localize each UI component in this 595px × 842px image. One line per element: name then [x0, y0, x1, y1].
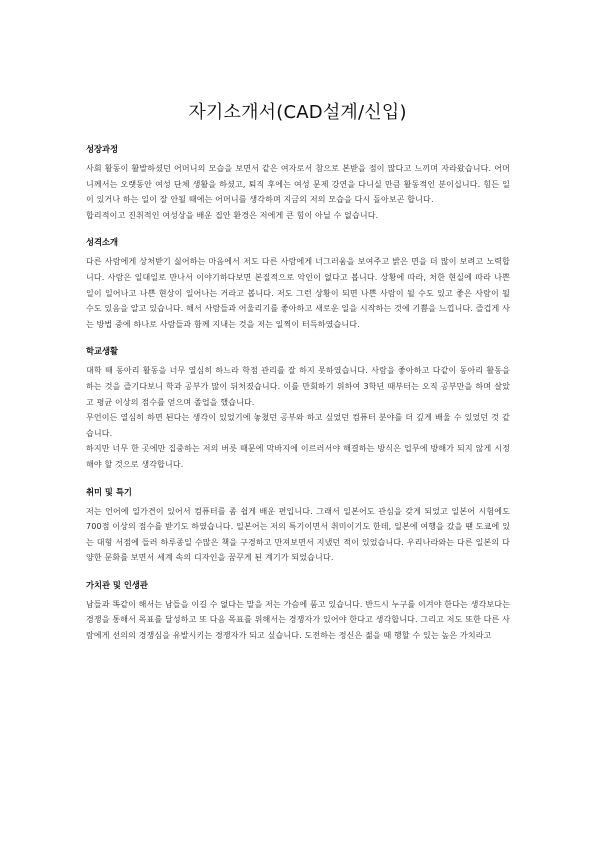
- document-body: [86, 142, 510, 656]
- section-heading: 취미 및 특기: [86, 486, 132, 497]
- paragraph: 하지만 너무 한 곳에만 집중하는 저의 버릇 때문에 막바지에 이르러서야 해결하는 방식은 업무에 방해가 되지 않게 시정해야 할 것으로 생각합니다.: [86, 444, 510, 469]
- paragraph: 대학 때 동아리 활동을 너무 열심히 하느라 학점 관리를 잘 하지 못하였습니다. 사람을 좋아하고 다같이 동아리 활동을 하는 것을 즐기다보니 학과 공부가 많이 뒤처졌습니다. 이를 만회하기 위하여 3학년 때부터는 오직 공부만을 하며 살았고 평균 이상의 점수를 얻으며 졸업을 했습니다.: [86, 366, 510, 407]
- paragraph: 무언이든 열심히 하면 된다는 생각이 있었기에 놓쳤던 공부와 하고 싶었던 컴퓨터 분야를 더 깊게 배울 수 있었던 것 같습니다.: [86, 413, 510, 438]
- paragraph: 남들과 똑같이 해서는 남들을 이길 수 없다는 말을 저는 가슴에 품고 있습니다. 반드시 누구를 이겨야 한다는 생각보다는 경쟁을 통해서 목표를 달성하고 또 다음 목표를 위해서는 경쟁자가 있어야 한다고 생각합니다. 그리고 저도 또한 다른 사람에게 선의의 경쟁심을 유발시키는 경쟁자가 되고 싶습니다. 도전하는 정신은 젊을 때 행할 수 있는 높은 가치라고: [86, 599, 510, 641]
- section-personality: [86, 235, 510, 332]
- section-heading: 가치관 및 인생관: [86, 579, 148, 590]
- section-heading: 학교생활: [86, 346, 119, 357]
- paragraph: 저는 언어에 일가견이 있어서 컴퓨터를 좀 쉽게 배운 편입니다. 그래서 일본어도 관심을 갖게 되었고 일본어 시험에도 700점 이상의 점수를 받기도 하였습니다. 일본어는 저의 특기이면서 취미이기도 한데, 일본에 여행을 갔을 땐 도쿄에 있는 대형 서점에 들러 하루종일 수많은 책을 구경하고 만져보면서 지냈던 적이 있었습니다. 우리나라와는 다른 일본의 다양한 문화를 보면서 세계 속의 디자인을 꿈꾸게 된 계기가 되었습니다.: [86, 506, 510, 563]
- document-title: 자기소개서(CAD설계/신입): [188, 102, 407, 123]
- section-hobbies: [86, 485, 510, 566]
- section-values: [86, 578, 510, 644]
- section-heading: 성격소개: [86, 237, 119, 248]
- section-school-life: [86, 344, 510, 472]
- section-growth: [86, 142, 510, 223]
- paragraph: 합리적이고 진취적인 여성상을 배운 집안 환경은 저에게 큰 힘이 아닐 수 없습니다.: [86, 210, 379, 220]
- paragraph: 다른 사람에게 상처받기 싫어하는 마음에서 저도 다른 사람에게 너그러움을 보여주고 밝은 면을 더 많이 보려고 노력합니다. 사람은 일대일로 만나서 이야기하다보면 본질적으로 악인이 없다고 봅니다. 상황에 따라, 처한 현실에 따라 나쁜 일이 일어나고 나쁜 현상이 일어나는 거라고 봅니다. 저도 그런 상황이 되면 나쁜 사람이 될 수도 있고 좋은 사람이 될 수도 있음을 알고 있습니다. 해서 사람들과 어울리기를 좋아하고 새로운 일을 시작하는 것에 기쁨을 느낍니다. 즐겁게 사는 방법 중에 하나로 사람들과 함께 지내는 것을 저는 일찍이 터득하였습니다.: [86, 257, 510, 329]
- paragraph: 사회 활동이 활발하셨던 어머니의 모습을 보면서 같은 여자로서 참으로 본받을 점이 많다고 느끼며 자라왔습니다. 어머니께서는 오랫동안 여성 단체 생활을 하셨고, 퇴직 후에는 여성 문제 강연을 다니실 만큼 활동적인 분이십니다. 힘든 일이 있거나 하는 일이 잘 안될 때에는 어머니를 생각하며 지금의 저의 모습을 다시 돌아보곤 합니다.: [86, 164, 510, 205]
- section-heading: 성장과정: [86, 144, 119, 154]
